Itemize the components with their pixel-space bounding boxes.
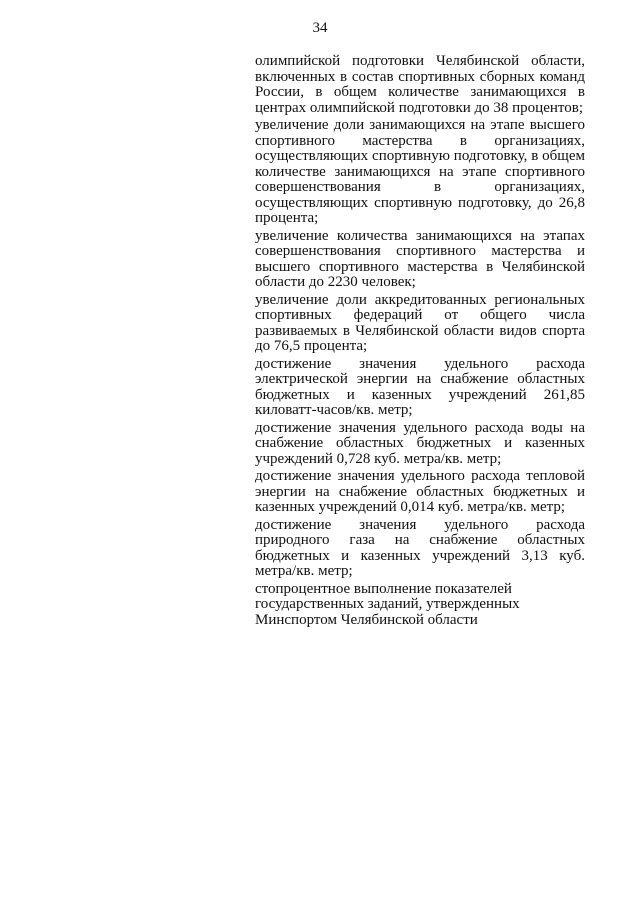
paragraph-olympic-training: олимпийской подготовки Челябинской области, включенных в состав спортивных сборных команд России, в общем количестве занимающихся в центрах олимпийской подготовки до 38 процентов; xyxy=(255,53,585,116)
paragraph-gas-consumption: достижение значения удельного расхода природного газа на снабжение областных бюджетных и казенных учреждений 3,13 куб. метра/кв. метр; xyxy=(255,516,585,579)
paragraph-water-consumption: достижение значения удельного расхода воды на снабжение областных бюджетных и казенных учреждений 0,728 куб. метра/кв. метр; xyxy=(255,419,585,467)
paragraph-accredited-federations: увеличение доли аккредитованных региональных спортивных федераций от общего числа развиваемых в Челябинской области видов спорта до 76,5 процента; xyxy=(255,291,585,354)
paragraph-electricity-consumption: достижение значения удельного расхода электрической энергии на снабжение областных бюджетных и казенных учреждений 261,85 киловатт-часов/кв. метр; xyxy=(255,355,585,418)
page-number: 34 xyxy=(312,20,328,36)
body-text xyxy=(255,54,585,630)
paragraph-heat-consumption: достижение значения удельного расхода тепловой энергии на снабжение областных бюджетных и казенных учреждений 0,014 куб. метра/кв. метр; xyxy=(255,468,585,515)
paragraph-higher-mastery-share: увеличение доли занимающихся на этапе высшего спортивного мастерства в организациях, осуществляющих спортивную подготовку, в общем количестве занимающихся на этапе спортивного совершенствования в организациях, осуществляющих спортивную подготовку, до 26,8 процента; xyxy=(255,117,585,226)
paragraph-state-assignments: стопроцентное выполнение показателей государственных заданий, утвержденных Минспортом Челябинской области xyxy=(255,580,520,628)
paragraph-athletes-count: увеличение количества занимающихся на этапах совершенствования спортивного мастерства и высшего спортивного мастерства в Челябинской области до 2230 человек; xyxy=(255,227,585,290)
